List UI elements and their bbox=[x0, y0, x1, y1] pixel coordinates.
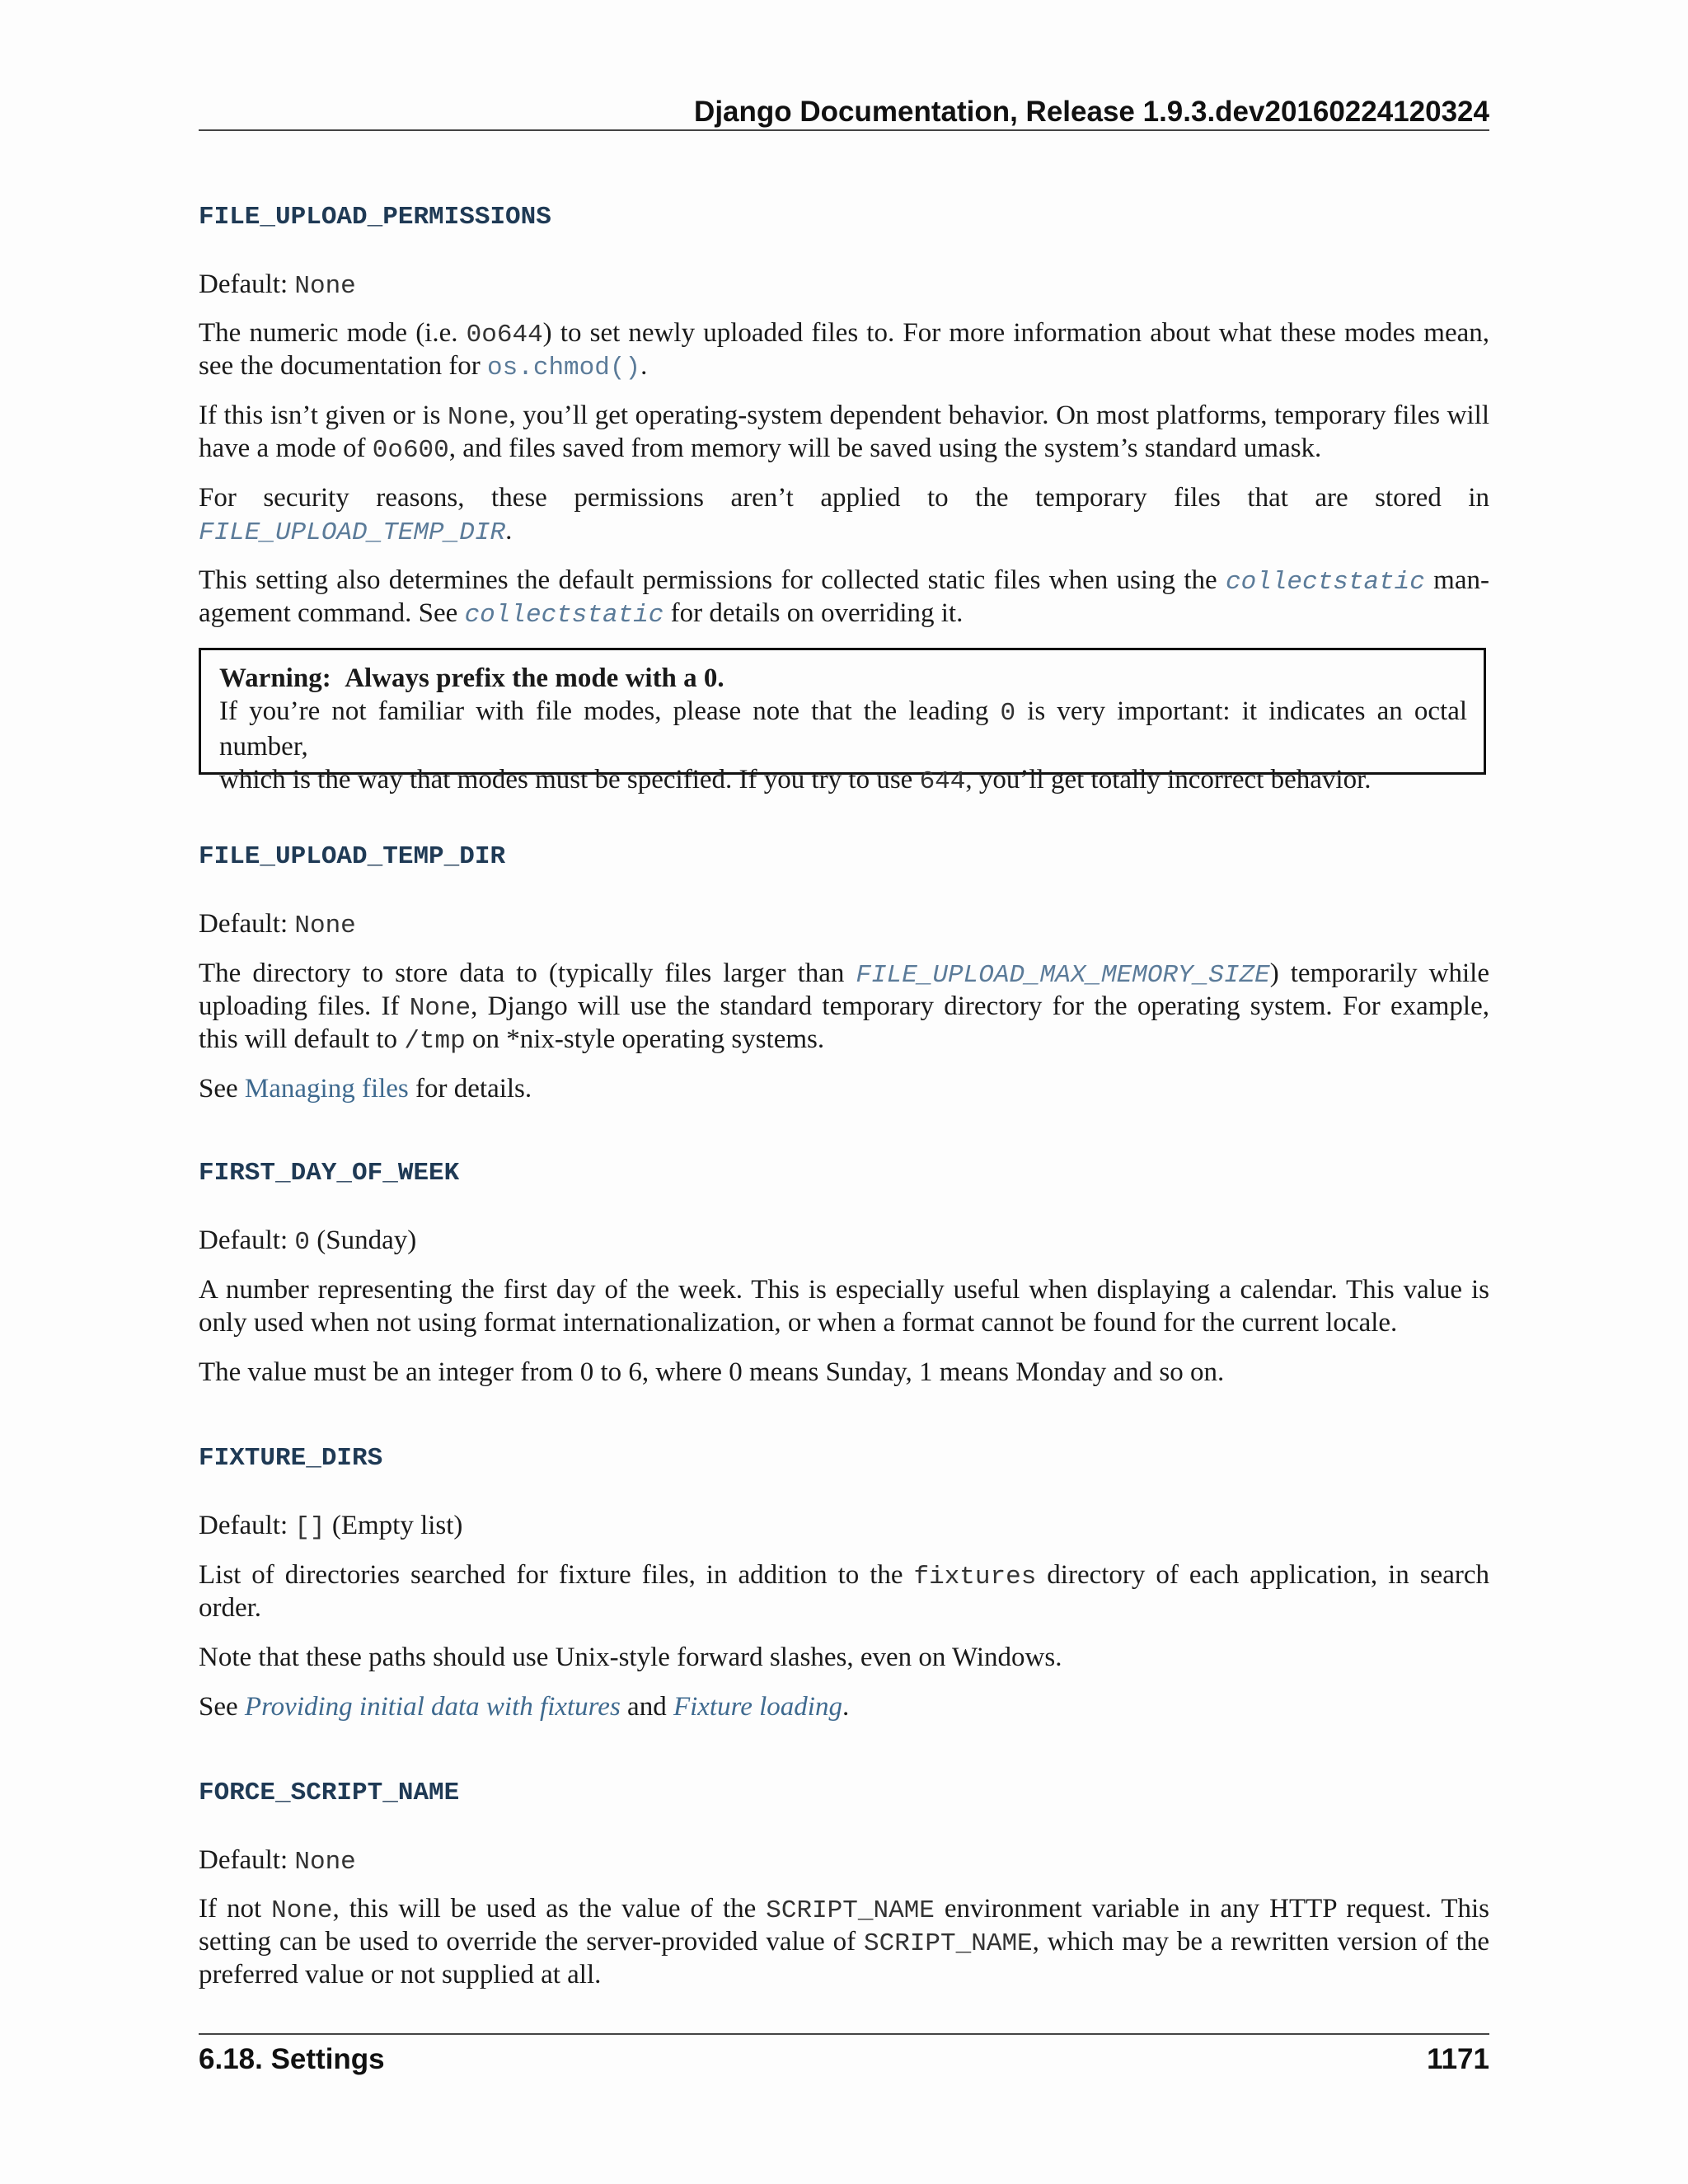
warning-body: If you’re not familiar with file modes, please note that the leading 0 is very important: it indicates an octal number, which is the way that modes must be specified. If you try to use 644, you’ll get totally incorrect behavior. bbox=[219, 696, 1468, 796]
providing-initial-data-link[interactable]: Providing initial data with fixtures bbox=[244, 1692, 621, 1722]
default-line: Default: None bbox=[199, 909, 356, 940]
paragraph-line: The value must be an integer from 0 to 6, where 0 means Sunday, 1 means Monday and so on. bbox=[199, 1357, 1225, 1387]
setting-heading-file-upload-temp-dir: FILE_UPLOAD_TEMP_DIR bbox=[199, 842, 506, 871]
paragraph-line: see the documentation for os.chmod(). bbox=[199, 351, 648, 382]
paragraph-line: Note that these paths should use Unix-style forward slashes, even on Windows. bbox=[199, 1643, 1062, 1672]
file-upload-max-memory-size-link[interactable]: FILE_UPLOAD_MAX_MEMORY_SIZE bbox=[856, 961, 1270, 990]
footer-section: 6.18. Settings bbox=[199, 2043, 385, 2075]
paragraph-line: If not None, this will be used as the value of the SCRIPT_NAME environment variable in any HTTP request. This bbox=[199, 1894, 1489, 1925]
paragraph-line: order. bbox=[199, 1593, 262, 1623]
collectstatic-link[interactable]: collectstatic bbox=[464, 601, 664, 630]
paragraph-line: uploading files. If None, Django will use the standard temporary directory for the operating system. For example, bbox=[199, 991, 1489, 1023]
page-number: 1171 bbox=[1427, 2043, 1489, 2075]
managing-files-link[interactable]: Managing files bbox=[244, 1074, 409, 1104]
fixture-loading-link[interactable]: Fixture loading bbox=[673, 1692, 842, 1722]
default-line: Default: None bbox=[199, 1845, 356, 1877]
paragraph-line: This setting also determines the default permissions for collected static files when using the collectstatic man- bbox=[199, 565, 1489, 597]
default-line: Default: [] (Empty list) bbox=[199, 1511, 463, 1542]
paragraph-line: See Managing files for details. bbox=[199, 1074, 532, 1104]
paragraph-line: If this isn’t given or is None, you’ll get operating-system dependent behavior. On most platforms, temporary files will bbox=[199, 401, 1489, 432]
setting-heading-force-script-name: FORCE_SCRIPT_NAME bbox=[199, 1779, 460, 1807]
running-footer bbox=[199, 2042, 1489, 2077]
setting-heading-fixture-dirs: FIXTURE_DIRS bbox=[199, 1444, 383, 1473]
paragraph-line: preferred value or not supplied at all. bbox=[199, 1960, 602, 1990]
default-line: Default: 0 (Sunday) bbox=[199, 1226, 417, 1257]
footer-rule bbox=[199, 2033, 1489, 2035]
paragraph-line: List of directories searched for fixture files, in addition to the fixtures directory of each application, in search bbox=[199, 1560, 1489, 1591]
paragraph-line: See Providing initial data with fixtures and Fixture loading. bbox=[199, 1692, 850, 1722]
os-chmod-link[interactable]: os.chmod() bbox=[487, 354, 641, 382]
paragraph-line: A number representing the first day of the week. This is especially useful when displaying a calendar. This value is bbox=[199, 1275, 1489, 1305]
warning-title: Warning: Always prefix the mode with a 0. bbox=[219, 663, 724, 693]
setting-heading-file-upload-permissions: FILE_UPLOAD_PERMISSIONS bbox=[199, 203, 551, 232]
running-header: Django Documentation, Release 1.9.3.dev20160224120324 bbox=[694, 96, 1489, 128]
paragraph-line: have a mode of 0o600, and files saved from memory will be saved using the system’s standard umask. bbox=[199, 434, 1322, 465]
paragraph-line: setting can be used to override the server-provided value of SCRIPT_NAME, which may be a rewritten version of the bbox=[199, 1927, 1489, 1958]
paragraph-line: this will default to /tmp on *nix-style operating systems. bbox=[199, 1024, 825, 1056]
warning-box bbox=[199, 648, 1486, 796]
paragraph-line: The numeric mode (i.e. 0o644) to set newly uploaded files to. For more information about what these modes mean, bbox=[199, 318, 1490, 349]
file-upload-temp-dir-link[interactable]: FILE_UPLOAD_TEMP_DIR bbox=[199, 518, 506, 547]
default-line: Default: None bbox=[199, 269, 356, 301]
paragraph-line: The directory to store data to (typically files larger than FILE_UPLOAD_MAX_MEMORY_SIZE) temporarily while bbox=[199, 958, 1489, 990]
setting-heading-first-day-of-week: FIRST_DAY_OF_WEEK bbox=[199, 1159, 460, 1188]
paragraph-line: FILE_UPLOAD_TEMP_DIR. bbox=[199, 516, 513, 547]
header-rule bbox=[199, 129, 1489, 131]
collectstatic-link[interactable]: collectstatic bbox=[1226, 568, 1425, 597]
paragraph-line: only used when not using format internationalization, or when a format cannot be found for the current locale. bbox=[199, 1308, 1398, 1338]
paragraph-line: agement command. See collectstatic for details on overriding it. bbox=[199, 598, 964, 630]
paragraph-line: For security reasons, these permissions aren’t applied to the temporary files that are stored in bbox=[199, 483, 1489, 513]
